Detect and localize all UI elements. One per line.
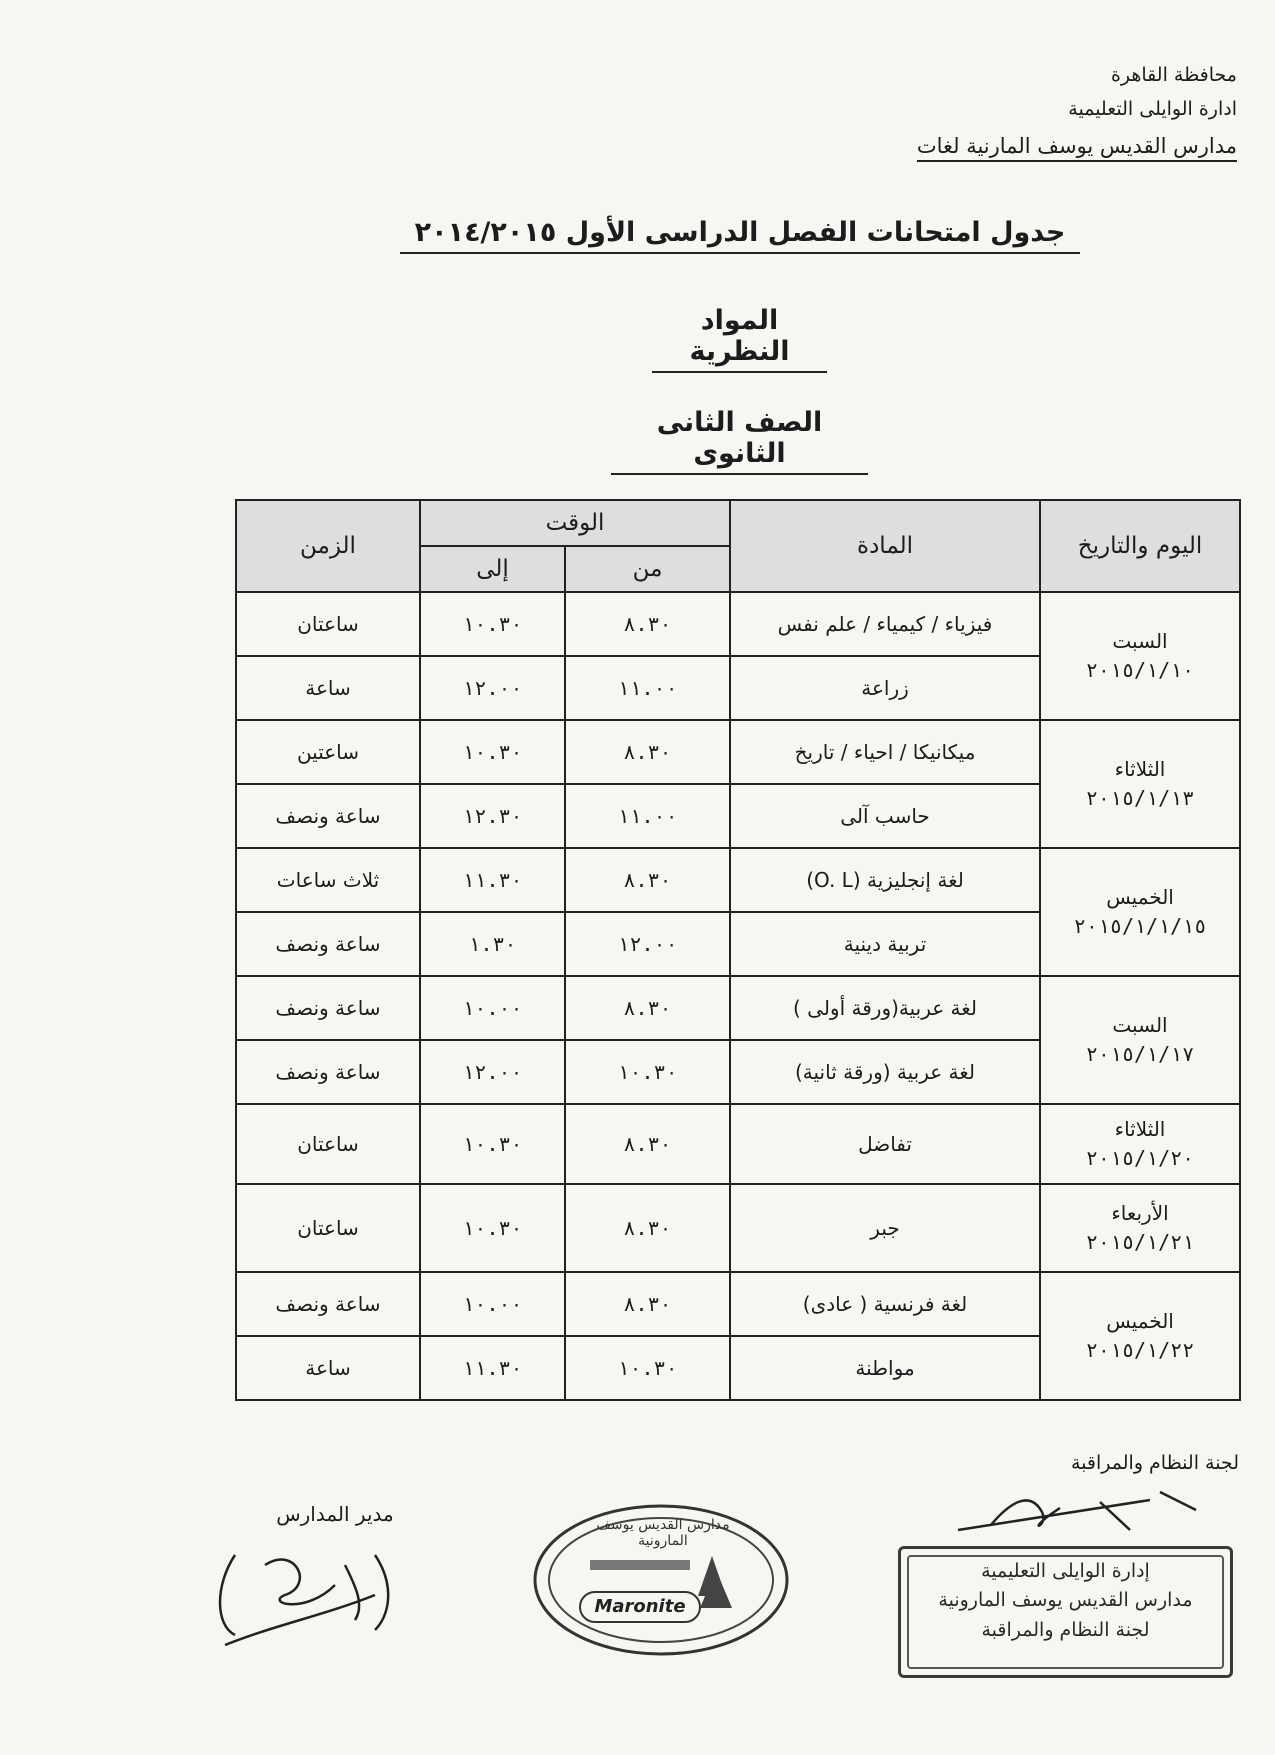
- duration-cell: ساعة ونصف: [236, 1040, 420, 1104]
- exam-date: ٢٠١٥/١/٢١: [1085, 1230, 1195, 1254]
- day-date-cell: [1040, 720, 1240, 848]
- to-cell: ١٠.٣٠: [420, 720, 565, 784]
- from-cell: ٨.٣٠: [565, 1272, 730, 1336]
- day-date-cell: [1040, 976, 1240, 1104]
- table-row: [236, 848, 1240, 912]
- from-cell: ١١.٠٠: [565, 656, 730, 720]
- subject-cell: لغة فرنسية ( عادى): [730, 1272, 1040, 1336]
- day-name: السبت: [1112, 629, 1168, 653]
- header-from: من: [565, 546, 730, 592]
- subject-cell: زراعة: [730, 656, 1040, 720]
- subject-cell: فيزياء / كيمياء / علم نفس: [730, 592, 1040, 656]
- from-cell: ٨.٣٠: [565, 848, 730, 912]
- subject-cell: ميكانيكا / احياء / تاريخ: [730, 720, 1040, 784]
- duration-cell: ثلاث ساعات: [236, 848, 420, 912]
- to-cell: ١.٣٠: [420, 912, 565, 976]
- committee-signature-label: لجنة النظام والمراقبة: [1071, 1452, 1239, 1474]
- day-name: الخميس: [1106, 1309, 1174, 1333]
- cedar-icon: [698, 1556, 732, 1608]
- duration-cell: ساعة ونصف: [236, 976, 420, 1040]
- from-cell: ١٢.٠٠: [565, 912, 730, 976]
- oval-stamp-text: مدارس القديس يوسف المارونية: [596, 1517, 730, 1549]
- from-cell: ٨.٣٠: [565, 720, 730, 784]
- school-name: مدارس القديس يوسف المارنية لغات: [917, 134, 1237, 162]
- subject-cell: جبر: [730, 1184, 1040, 1272]
- exam-date: ٢٠١٥/١/٢٢: [1085, 1338, 1195, 1362]
- header-subject: المادة: [730, 500, 1040, 592]
- day-name: الخميس: [1106, 885, 1174, 909]
- rect-stamp-line-2: مدارس القديس يوسف المارونية: [938, 1589, 1193, 1612]
- day-date-cell: [1040, 848, 1240, 976]
- day-name: الأربعاء: [1111, 1201, 1169, 1225]
- to-cell: ١٠.٠٠: [420, 1272, 565, 1336]
- duration-cell: ساعة ونصف: [236, 912, 420, 976]
- from-cell: ٨.٣٠: [565, 1104, 730, 1184]
- rect-stamp-line-1: إدارة الوايلى التعليمية: [981, 1560, 1150, 1582]
- to-cell: ١٠.٣٠: [420, 1184, 565, 1272]
- subject-cell: لغة عربية (ورقة ثانية): [730, 1040, 1040, 1104]
- duration-cell: ساعتان: [236, 592, 420, 656]
- day-date-cell: [1040, 1104, 1240, 1184]
- table-row: [236, 592, 1240, 656]
- administration-label: ادارة الوايلى التعليمية: [1068, 98, 1237, 120]
- from-cell: ١٠.٣٠: [565, 1336, 730, 1400]
- to-cell: ١١.٣٠: [420, 1336, 565, 1400]
- to-cell: ١٢.٣٠: [420, 784, 565, 848]
- header-to: إلى: [420, 546, 565, 592]
- exam-date: ٢٠١٥/١/٢٠: [1085, 1146, 1195, 1170]
- to-cell: ١٢.٠٠: [420, 656, 565, 720]
- schedule-title: جدول امتحانات الفصل الدراسى الأول ٢٠١٤/٢٠١٥: [400, 217, 1080, 254]
- duration-cell: ساعة ونصف: [236, 1272, 420, 1336]
- header-duration: الزمن: [236, 500, 420, 592]
- exam-date: ٢٠١٥/١/١٠: [1085, 658, 1195, 682]
- subject-cell: لغة إنجليزية (O. L): [730, 848, 1040, 912]
- exam-date: ٢٠١٥/١/١٣: [1085, 786, 1195, 810]
- table-row: [236, 1184, 1240, 1272]
- duration-cell: ساعة: [236, 1336, 420, 1400]
- subject-cell: لغة عربية(ورقة أولى ): [730, 976, 1040, 1040]
- duration-cell: ساعة ونصف: [236, 784, 420, 848]
- committee-rect-stamp: [898, 1546, 1233, 1678]
- duration-cell: ساعتان: [236, 1184, 420, 1272]
- exam-date: ٢٠١٥/١/١/١٥: [1073, 914, 1207, 938]
- day-date-cell: [1040, 592, 1240, 720]
- header-day-date: اليوم والتاريخ: [1040, 500, 1240, 592]
- from-cell: ٨.٣٠: [565, 592, 730, 656]
- to-cell: ١١.٣٠: [420, 848, 565, 912]
- exam-schedule-table: [235, 499, 1241, 1401]
- director-signature-label: مدير المدارس: [276, 1502, 394, 1526]
- day-date-cell: [1040, 1184, 1240, 1272]
- exam-date: ٢٠١٥/١/١٧: [1085, 1042, 1195, 1066]
- day-name: السبت: [1112, 1013, 1168, 1037]
- from-cell: ٨.٣٠: [565, 976, 730, 1040]
- director-signature-scribble: [205, 1525, 415, 1655]
- subject-cell: تفاضل: [730, 1104, 1040, 1184]
- maronite-logo-text: Maronite: [594, 1596, 686, 1617]
- table-row: [236, 720, 1240, 784]
- from-cell: ١١.٠٠: [565, 784, 730, 848]
- to-cell: ١٠.٣٠: [420, 1104, 565, 1184]
- subject-cell: حاسب آلى: [730, 784, 1040, 848]
- day-name: الثلاثاء: [1114, 757, 1166, 781]
- from-cell: ١٠.٣٠: [565, 1040, 730, 1104]
- header-time: الوقت: [420, 500, 730, 546]
- duration-cell: ساعة: [236, 656, 420, 720]
- subject-cell: تربية دينية: [730, 912, 1040, 976]
- day-name: الثلاثاء: [1114, 1117, 1166, 1141]
- subjects-category-title: المواد النظرية: [652, 305, 827, 373]
- grade-title: الصف الثانى الثانوى: [611, 407, 868, 475]
- committee-signature-scribble: [950, 1482, 1210, 1542]
- table-row: [236, 1104, 1240, 1184]
- governorate-label: محافظة القاهرة: [1110, 64, 1237, 86]
- to-cell: ١٠.٣٠: [420, 592, 565, 656]
- from-cell: ٨.٣٠: [565, 1184, 730, 1272]
- day-date-cell: [1040, 1272, 1240, 1400]
- duration-cell: ساعتين: [236, 720, 420, 784]
- table-row: [236, 1272, 1240, 1336]
- to-cell: ١٠.٠٠: [420, 976, 565, 1040]
- table-row: [236, 976, 1240, 1040]
- rect-stamp-line-3: لجنة النظام والمراقبة: [981, 1618, 1150, 1641]
- subject-cell: مواطنة: [730, 1336, 1040, 1400]
- duration-cell: ساعتان: [236, 1104, 420, 1184]
- to-cell: ١٢.٠٠: [420, 1040, 565, 1104]
